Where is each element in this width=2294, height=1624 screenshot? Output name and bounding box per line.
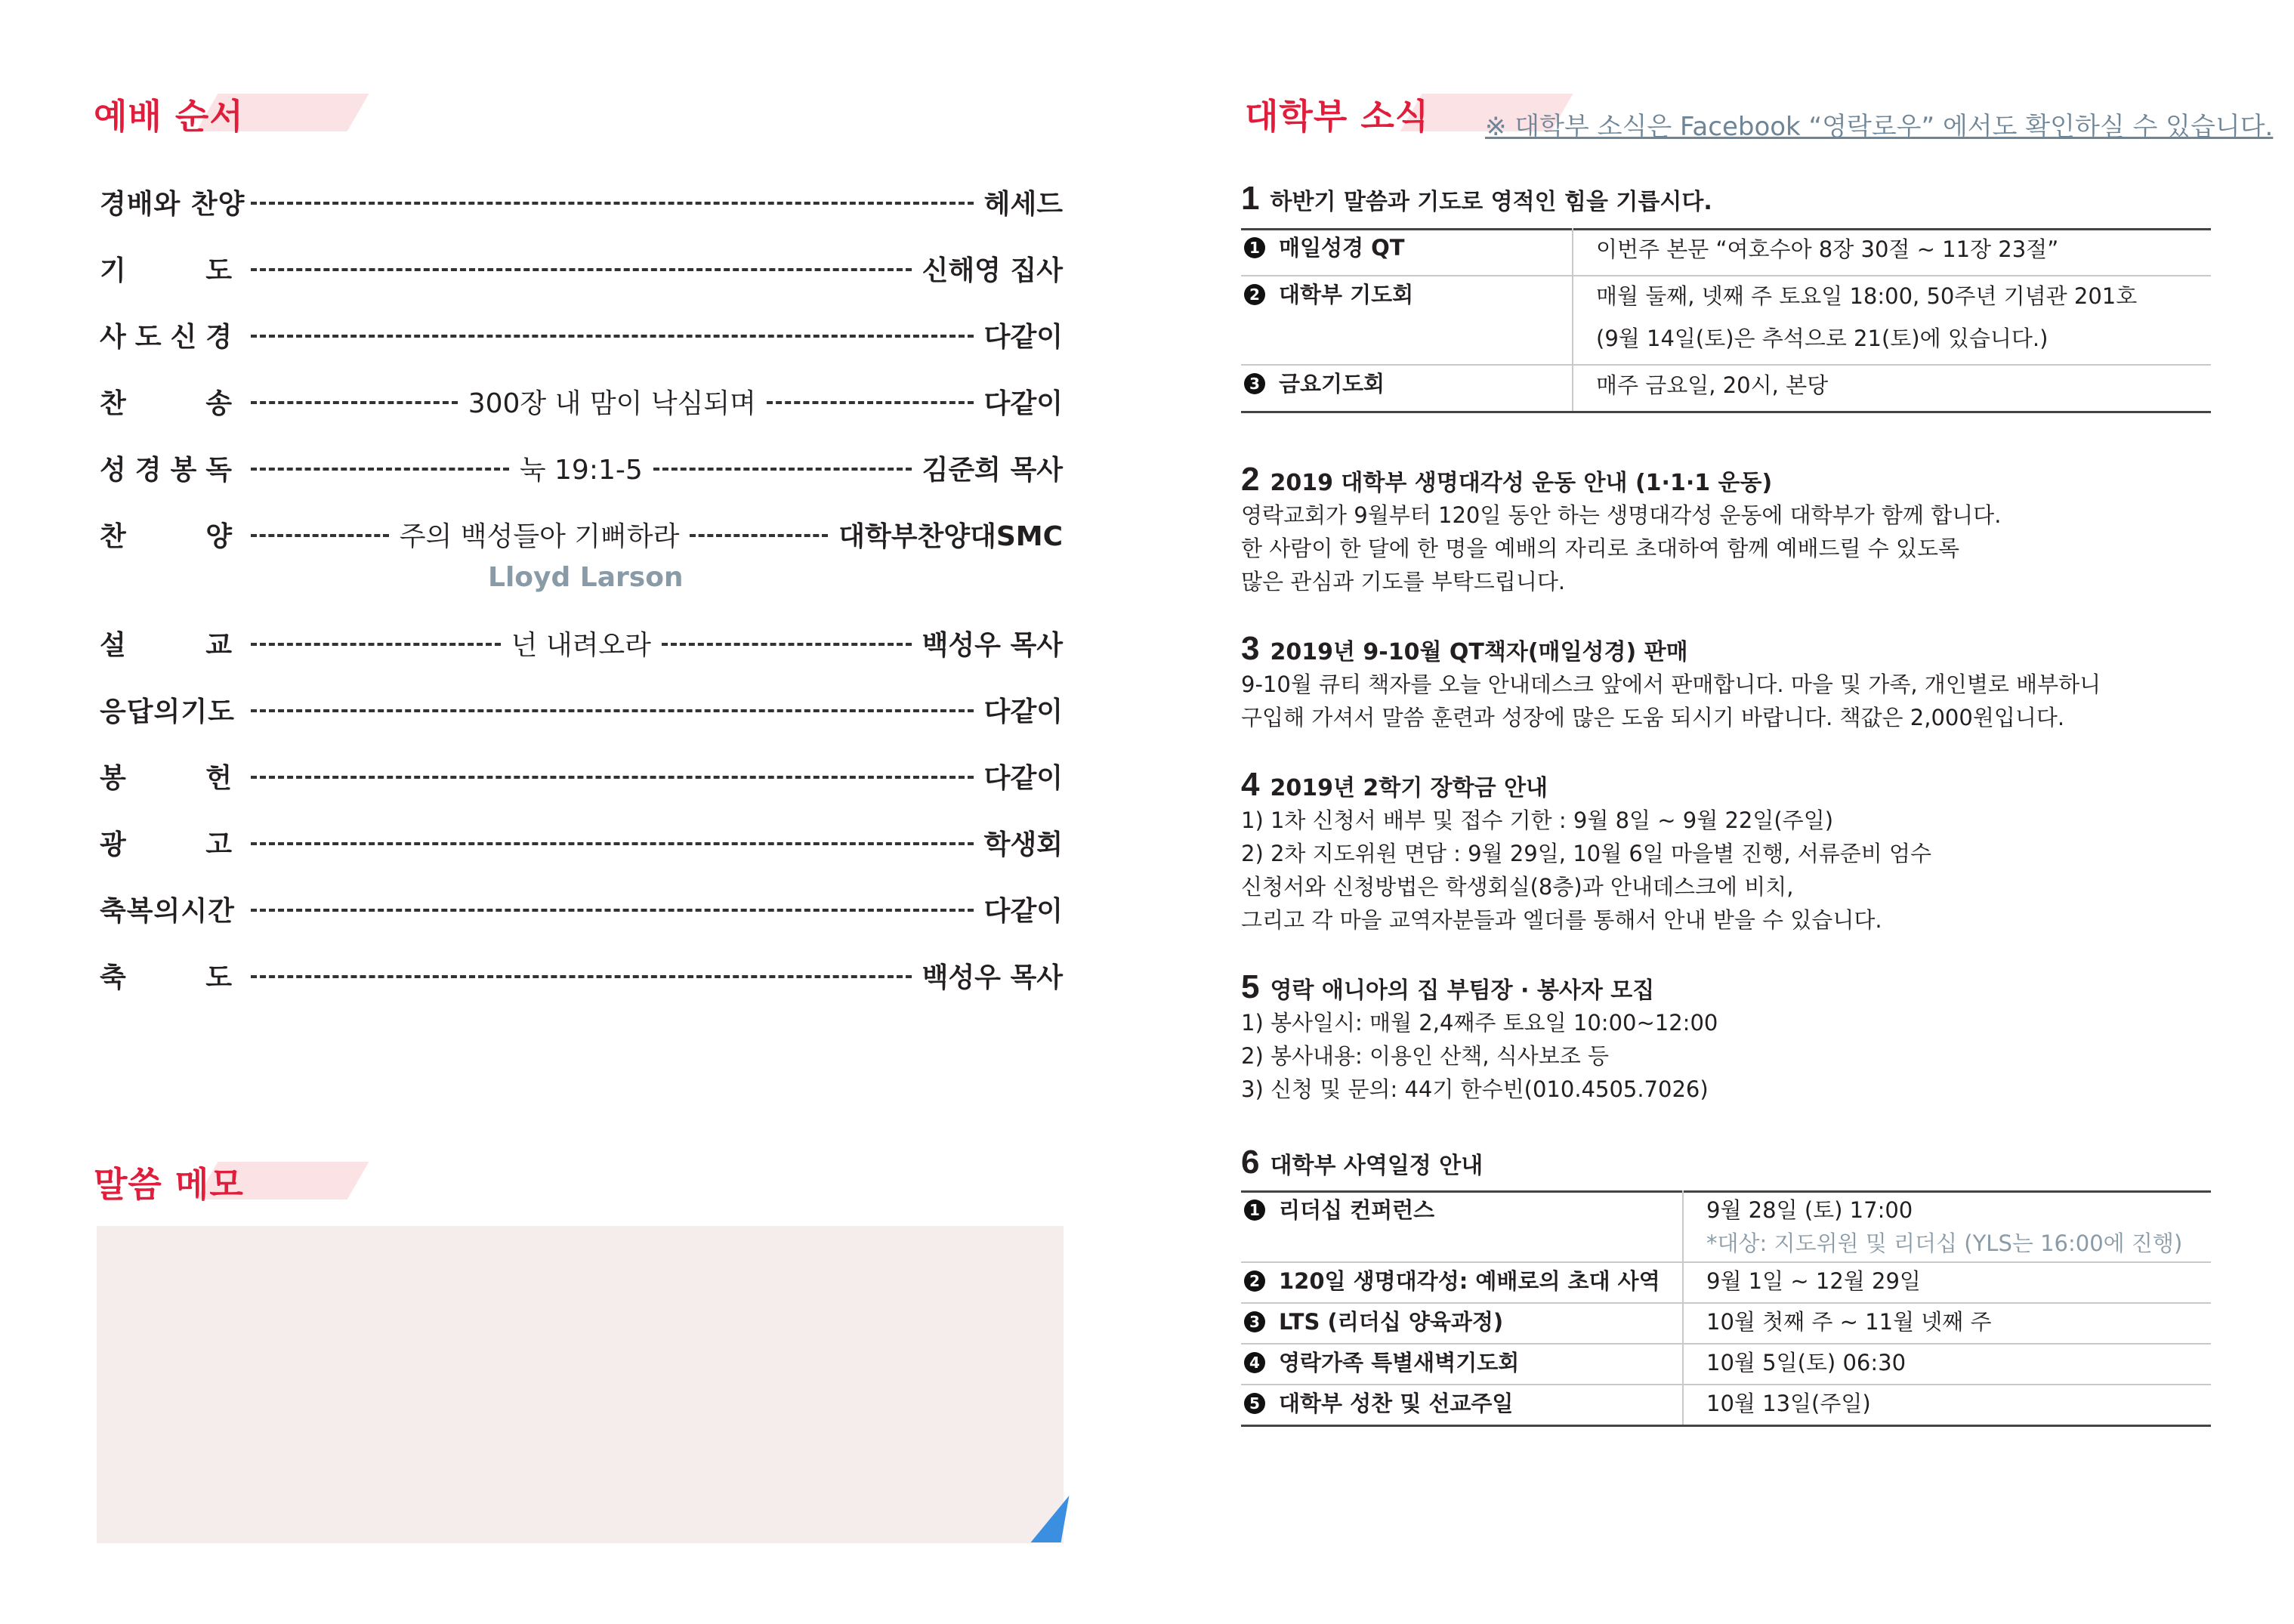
news-item-line: 구입해 가셔서 말씀 훈련과 성장에 많은 도움 되시기 바랍니다. 책값은 2,000원입니다. bbox=[1241, 705, 2065, 730]
order-label-char: 찬 bbox=[100, 520, 127, 552]
order-title: 예배 순서 bbox=[94, 96, 244, 137]
order-row bbox=[100, 620, 1063, 665]
table-value-cell bbox=[1596, 364, 1828, 406]
number-bullet-icon: 2 bbox=[1244, 284, 1265, 305]
dashed-leader bbox=[251, 776, 974, 779]
order-label: 응답의기도 bbox=[100, 696, 235, 727]
dashed-leader bbox=[251, 468, 509, 471]
order-detail: 300장 내 맘이 낙심되며 bbox=[468, 387, 756, 419]
order-label: 축복의시간 bbox=[100, 895, 235, 927]
news-item-body bbox=[1241, 499, 2001, 598]
order-label-char: 도 bbox=[205, 962, 233, 993]
table-label: 대학부 기도회 bbox=[1279, 282, 1414, 307]
facebook-notice-link[interactable]: ※ 대학부 소식은 Facebook “영락로우” 에서도 확인하실 수 있습니다. bbox=[1485, 112, 2274, 142]
news-item-line: 2) 2차 지도위원 면담 : 9월 29일, 10월 6일 마을별 진행, 서류준비 엄수 bbox=[1241, 841, 1932, 866]
table-row bbox=[1241, 275, 2211, 366]
news-item-line: 신청서와 신청방법은 학생회실(8층)과 안내데스크에 비치, bbox=[1241, 874, 1794, 900]
order-label-char: 기 bbox=[100, 255, 127, 286]
dashed-leader bbox=[251, 202, 974, 205]
dashed-leader bbox=[690, 534, 828, 537]
order-row bbox=[100, 179, 1063, 224]
order-label-char: 성 bbox=[100, 454, 127, 486]
memo-title: 말씀 메모 bbox=[94, 1164, 244, 1205]
news-item-title: 2019년 2학기 장학금 안내 bbox=[1270, 775, 1548, 801]
news-item-body bbox=[1241, 1006, 1718, 1106]
table-label: 리더십 컨퍼런스 bbox=[1279, 1197, 1435, 1223]
table-row bbox=[1241, 228, 2211, 276]
table-label: 영락가족 특별새벽기도회 bbox=[1279, 1350, 1520, 1375]
order-leader: 다같이 bbox=[983, 387, 1063, 419]
dashed-leader bbox=[767, 401, 974, 404]
table-value: 10월 첫째 주 ~ 11월 넷째 주 bbox=[1706, 1309, 1992, 1335]
news-item-number: 6 bbox=[1241, 1144, 1260, 1181]
news-item-body bbox=[1241, 804, 1931, 937]
order-label-char: 도 bbox=[205, 255, 233, 286]
order-label-char: 경 bbox=[134, 454, 162, 486]
order-leader: 다같이 bbox=[983, 696, 1063, 727]
news-item-line: 2) 봉사내용: 이용인 산책, 식사보조 등 bbox=[1241, 1043, 1610, 1069]
table-label-cell bbox=[1241, 1384, 1684, 1425]
news-item-line: 9-10월 큐티 책자를 오늘 안내데스크 앞에서 판매합니다. 마을 및 가족, 개인별로 배부하니 bbox=[1241, 672, 2101, 697]
news-item-title: 2019년 9-10월 QT책자(매일성경) 판매 bbox=[1270, 639, 1688, 665]
order-label bbox=[100, 823, 233, 862]
order-label bbox=[100, 956, 233, 995]
order-label-char: 고 bbox=[205, 829, 233, 860]
order-row bbox=[100, 820, 1063, 865]
dashed-leader bbox=[251, 534, 389, 537]
news-item-title: 영락 애니아의 집 부팀장 · 봉사자 모집 bbox=[1270, 977, 1655, 1004]
order-leader: 다같이 bbox=[983, 762, 1063, 794]
table-value: 매주 금요일, 20시, 본당 bbox=[1596, 372, 1829, 398]
news-item-body bbox=[1241, 668, 2101, 734]
news-item-line: 1) 1차 신청서 배부 및 접수 기한 : 9월 8일 ~ 9월 22일(주일) bbox=[1241, 807, 1834, 833]
order-section-title bbox=[94, 89, 244, 137]
table-label: 120일 생명대각성: 예배로의 초대 사역 bbox=[1279, 1268, 1660, 1294]
order-row bbox=[100, 312, 1063, 357]
order-label: 경배와 찬양 bbox=[100, 188, 245, 220]
table-label-cell bbox=[1241, 364, 1573, 411]
table-value-cell bbox=[1596, 275, 2137, 360]
order-row bbox=[100, 511, 1063, 557]
number-bullet-icon: 3 bbox=[1244, 1311, 1265, 1332]
order-label-char: 독 bbox=[205, 454, 233, 486]
table-value: 9월 28일 (토) 17:00 bbox=[1706, 1197, 1913, 1223]
number-bullet-icon: 5 bbox=[1244, 1393, 1265, 1414]
order-label-char: 사 bbox=[100, 321, 127, 353]
order-leader: 다같이 bbox=[983, 321, 1063, 353]
order-row bbox=[100, 687, 1063, 732]
dashed-leader bbox=[662, 643, 912, 646]
order-label bbox=[100, 515, 233, 554]
order-label bbox=[100, 449, 233, 487]
order-leader: 김준희 목사 bbox=[922, 454, 1064, 486]
news-item-heading bbox=[1241, 180, 1712, 218]
table-value: 9월 1일 ~ 12월 29일 bbox=[1706, 1268, 1921, 1294]
news-section-title bbox=[1245, 89, 1429, 137]
number-bullet-icon: 3 bbox=[1244, 373, 1265, 394]
table-label: 대학부 성찬 및 선교주일 bbox=[1279, 1391, 1514, 1416]
order-label-char: 양 bbox=[205, 520, 233, 552]
dashed-leader bbox=[251, 268, 912, 271]
news-item-number: 5 bbox=[1241, 968, 1260, 1005]
news-item-heading bbox=[1241, 766, 1548, 804]
number-bullet-icon: 1 bbox=[1244, 1199, 1265, 1221]
order-leader: 백성우 목사 bbox=[922, 962, 1063, 993]
table-value-cell bbox=[1706, 1302, 1992, 1341]
table-label: 매일성경 QT bbox=[1279, 235, 1405, 261]
order-label bbox=[100, 249, 233, 288]
table-row bbox=[1241, 1190, 2211, 1263]
table-label: LTS (리더십 양육과정) bbox=[1279, 1309, 1504, 1335]
news-item-number: 1 bbox=[1241, 180, 1260, 217]
table-label: 금요기도회 bbox=[1279, 371, 1385, 397]
table-value-note: *대상: 지도위원 및 리더십 (YLS는 16:00에 진행) bbox=[1706, 1230, 2183, 1256]
dashed-leader bbox=[251, 709, 974, 712]
order-leader: 백성우 목사 bbox=[922, 629, 1063, 661]
order-detail: 주의 백성들아 기뻐하라 bbox=[399, 520, 680, 552]
table-row bbox=[1241, 1384, 2211, 1427]
dashed-leader bbox=[251, 842, 974, 845]
number-bullet-icon: 1 bbox=[1244, 237, 1265, 258]
order-row bbox=[100, 378, 1063, 424]
order-label-char: 봉 bbox=[100, 762, 127, 794]
dashed-leader bbox=[251, 335, 974, 338]
news-item-line: 많은 관심과 기도를 부탁드립니다. bbox=[1241, 569, 1566, 594]
table-label-cell bbox=[1241, 275, 1573, 364]
order-leader: 다같이 bbox=[983, 895, 1063, 927]
table-label-cell bbox=[1241, 1261, 1684, 1302]
table-label-cell bbox=[1241, 1343, 1684, 1384]
table-row bbox=[1241, 1261, 2211, 1304]
order-label-char: 신 bbox=[170, 321, 198, 353]
number-bullet-icon: 4 bbox=[1244, 1352, 1265, 1373]
news-item-line: 영락교회가 9월부터 120일 동안 하는 생명대각성 운동에 대학부가 함께 합니다. bbox=[1241, 502, 2002, 528]
news-item-heading bbox=[1241, 968, 1654, 1006]
order-label-char: 설 bbox=[100, 629, 127, 661]
order-row bbox=[100, 753, 1063, 798]
order-leader: 학생회 bbox=[983, 829, 1063, 860]
news-item-number: 4 bbox=[1241, 766, 1260, 803]
dashed-leader bbox=[653, 468, 912, 471]
news-item-number: 2 bbox=[1241, 461, 1260, 498]
order-label-char: 광 bbox=[100, 829, 127, 860]
table-value: 10월 13일(주일) bbox=[1706, 1391, 1871, 1416]
order-detail: 넌 내려오라 bbox=[511, 629, 651, 661]
order-label bbox=[100, 757, 233, 795]
news-item-title: 2019 대학부 생명대각성 운동 안내 (1·1·1 운동) bbox=[1270, 470, 1773, 496]
order-leader: 신해영 집사 bbox=[922, 255, 1063, 286]
news-item-heading bbox=[1241, 630, 1688, 668]
news-item-heading bbox=[1241, 461, 1772, 499]
table-row bbox=[1241, 1343, 2211, 1385]
anthem-composer: Lloyd Larson bbox=[488, 562, 684, 593]
number-bullet-icon: 2 bbox=[1244, 1270, 1265, 1292]
table-value-cell bbox=[1706, 1343, 1906, 1382]
news-title: 대학부 소식 bbox=[1245, 96, 1430, 137]
order-label bbox=[100, 316, 233, 354]
dashed-leader bbox=[251, 975, 912, 978]
memo-area[interactable] bbox=[97, 1226, 1064, 1543]
order-label-char: 도 bbox=[134, 321, 162, 353]
dashed-leader bbox=[251, 401, 458, 404]
order-label-char: 헌 bbox=[205, 762, 233, 794]
news-item-line: 그리고 각 마을 교역자분들과 엘더를 통해서 안내 받을 수 있습니다. bbox=[1241, 907, 1882, 933]
table-label-cell bbox=[1241, 228, 1573, 275]
order-row bbox=[100, 952, 1063, 998]
order-row bbox=[100, 245, 1063, 291]
order-detail: 눅 19:1-5 bbox=[519, 454, 643, 486]
memo-section-title bbox=[94, 1157, 244, 1206]
order-label bbox=[100, 382, 233, 421]
order-label-char: 찬 bbox=[100, 387, 127, 419]
order-label-char: 봉 bbox=[170, 454, 198, 486]
order-label-char: 송 bbox=[205, 387, 233, 419]
table-label-cell bbox=[1241, 1302, 1684, 1343]
news-item-line: 3) 신청 및 문의: 44기 한수빈(010.4505.7026) bbox=[1241, 1076, 1709, 1102]
order-label-char: 경 bbox=[205, 321, 233, 353]
order-row bbox=[100, 886, 1063, 931]
order-label-char: 교 bbox=[205, 629, 233, 661]
table-value: 매월 둘째, 넷째 주 토요일 18:00, 50주년 기념관 201호 bbox=[1596, 283, 2138, 309]
table-value-cell bbox=[1706, 1190, 2182, 1257]
order-row bbox=[100, 445, 1063, 490]
table-value-cell bbox=[1706, 1384, 1871, 1423]
table-value-cell bbox=[1596, 228, 2058, 270]
table-value: (9월 14일(토)은 추석으로 21(토)에 있습니다.) bbox=[1596, 326, 2049, 351]
table-row bbox=[1241, 1302, 2211, 1345]
news-item-line: 1) 봉사일시: 매월 2,4째주 토요일 10:00~12:00 bbox=[1241, 1010, 1718, 1036]
order-leader: 헤세드 bbox=[983, 188, 1063, 220]
table-label-cell bbox=[1241, 1190, 1684, 1261]
news-item-title: 하반기 말씀과 기도로 영적인 힘을 기릅시다. bbox=[1270, 189, 1712, 215]
news-item-title: 대학부 사역일정 안내 bbox=[1270, 1153, 1484, 1179]
news-item-line: 한 사람이 한 달에 한 명을 예배의 자리로 초대하여 함께 예배드릴 수 있도록 bbox=[1241, 536, 1960, 561]
dashed-leader bbox=[251, 909, 974, 912]
news-item-number: 3 bbox=[1241, 630, 1260, 667]
table-value-cell bbox=[1706, 1261, 1921, 1301]
table-row bbox=[1241, 364, 2211, 413]
table-value: 이번주 본문 “여호수아 8장 30절 ~ 11장 23절” bbox=[1596, 236, 2059, 262]
table-value: 10월 5일(토) 06:30 bbox=[1706, 1350, 1907, 1375]
dashed-leader bbox=[251, 643, 501, 646]
order-label bbox=[100, 624, 233, 662]
news-item-heading bbox=[1241, 1144, 1483, 1181]
order-leader: 대학부찬양대SMC bbox=[838, 520, 1064, 552]
order-label-char: 축 bbox=[100, 962, 127, 993]
